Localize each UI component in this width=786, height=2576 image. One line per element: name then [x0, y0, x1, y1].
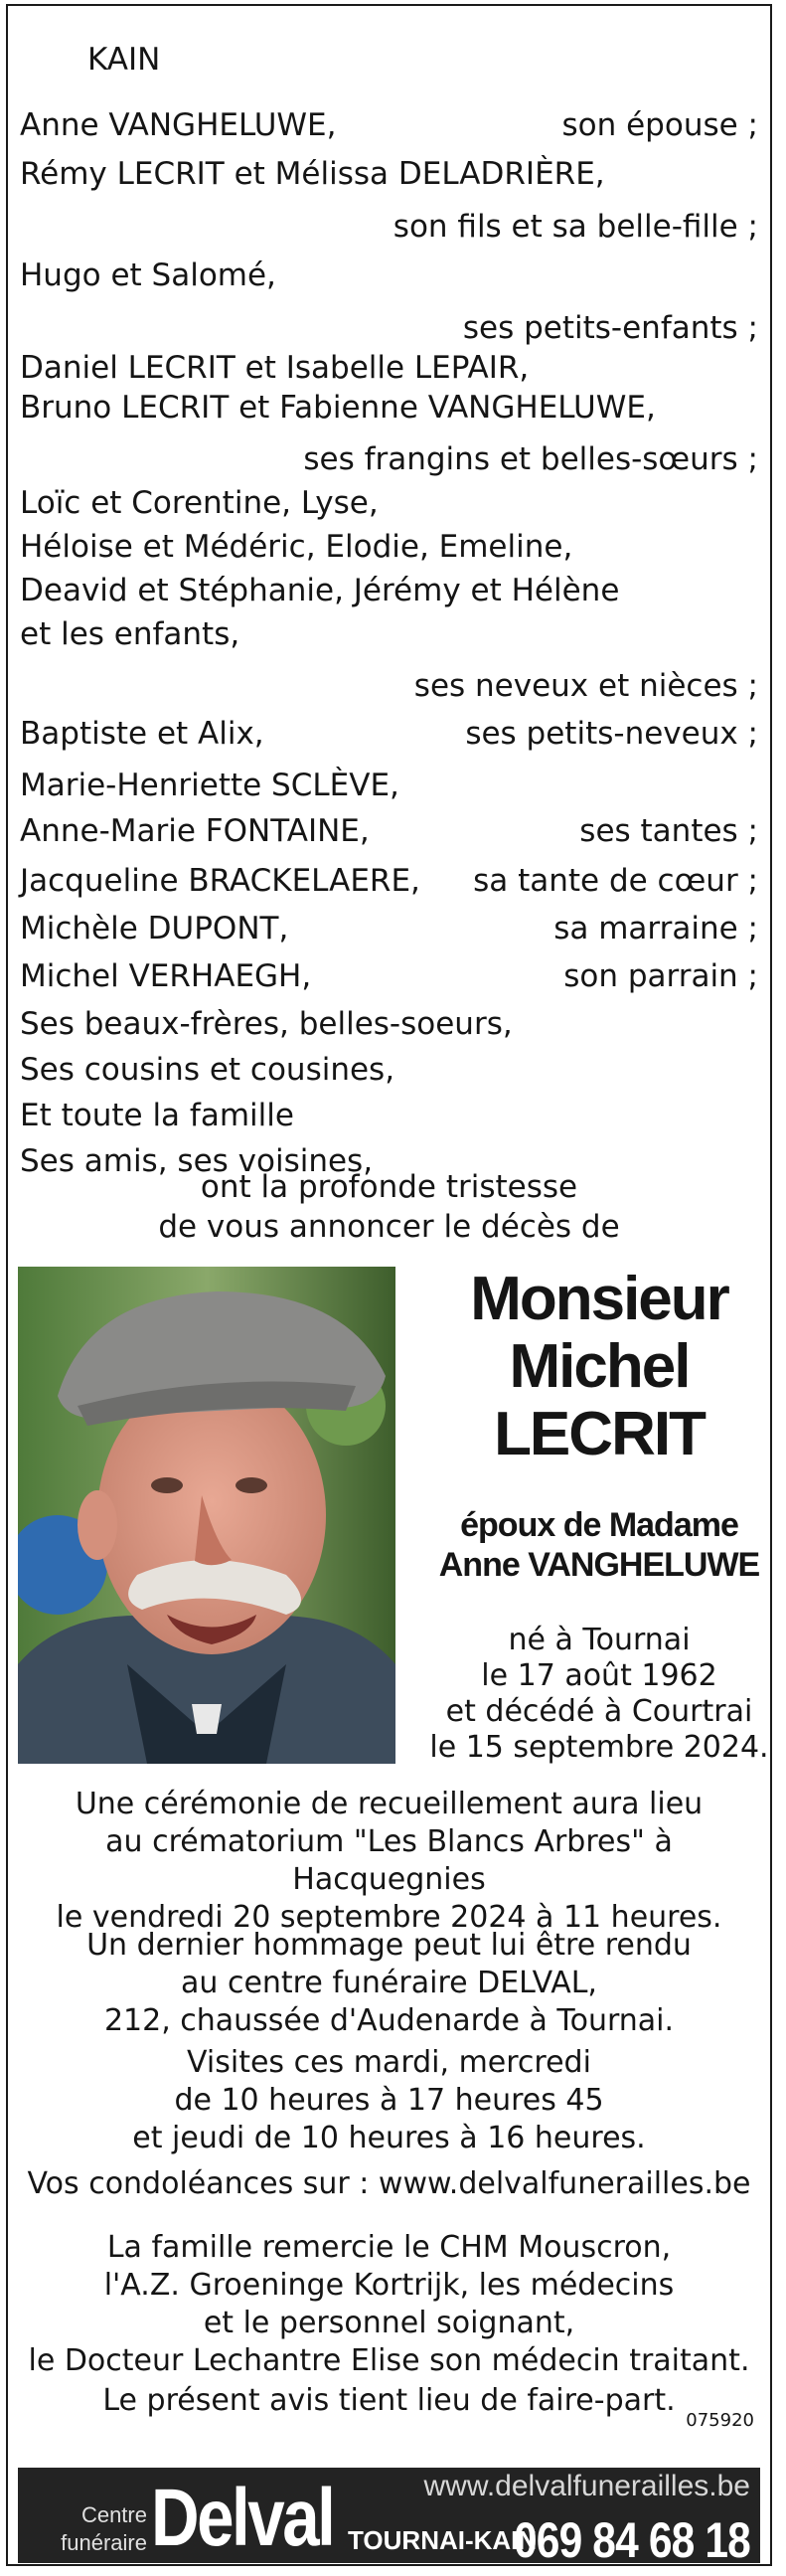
- family-relation: ses petits-neveux ;: [465, 716, 758, 752]
- ceremony-line: le vendredi 20 septembre 2024 à 11 heures.: [56, 1900, 722, 1935]
- family-member-names: Michel VERHAEGH,: [20, 958, 312, 994]
- family-member-names: Jacqueline BRACKELAERE,: [20, 863, 420, 899]
- deceased-title: Monsieur: [470, 1265, 728, 1333]
- reference-number: 075920: [686, 2410, 754, 2431]
- condolences-line: Vos condoléances sur : www.delvalfunerailles.be: [27, 2166, 751, 2201]
- family-member-names: Hugo et Salomé,: [20, 258, 276, 293]
- homage-line: au centre funéraire DELVAL,: [181, 1966, 597, 2000]
- thanks-info: [20, 2229, 758, 2380]
- family-member-names: Ses cousins et cousines,: [20, 1052, 395, 1088]
- website-link[interactable]: www.delvalfunerailles.be: [423, 2470, 750, 2502]
- family-member-names: Loïc et Corentine, Lyse,: [20, 485, 379, 521]
- brand-logo-text: Delval: [151, 2473, 334, 2563]
- ceremony-line: Une cérémonie de recueillement aura lieu: [75, 1787, 704, 1821]
- family-member-names: Bruno LECRIT et Fabienne VANGHELUWE,: [20, 390, 656, 426]
- family-member-names: Baptiste et Alix,: [20, 716, 264, 752]
- family-member-names: Deavid et Stéphanie, Jérémy et Hélène: [20, 573, 620, 608]
- family-member-names: Ses beaux-frères, belles-soeurs,: [20, 1006, 513, 1042]
- birth-death-line: né à Tournai: [508, 1623, 691, 1657]
- family-member-names: Ses amis, ses voisines,: [20, 1143, 374, 1179]
- family-relation: son épouse ;: [561, 107, 758, 143]
- ceremony-info: [20, 1786, 758, 1937]
- family-relation: ses petits-enfants ;: [462, 310, 758, 346]
- family-member-names: Héloise et Médéric, Elodie, Emeline,: [20, 529, 573, 565]
- spouse-line: Anne VANGHELUWE: [438, 1546, 760, 1584]
- centre-funeraire-label: Centre funéraire: [61, 2502, 147, 2555]
- thanks-line: et le personnel soignant,: [203, 2306, 575, 2340]
- notice-line: Le présent avis tient lieu de faire-part.: [102, 2383, 676, 2418]
- birth-death-line: le 15 septembre 2024.: [429, 1730, 769, 1765]
- visits-info: [20, 2044, 758, 2157]
- visits-line: Visites ces mardi, mercredi: [187, 2045, 591, 2080]
- family-relation: son parrain ;: [563, 958, 758, 994]
- thanks-line: La famille remercie le CHM Mouscron,: [106, 2230, 672, 2265]
- thanks-line: le Docteur Lechantre Elise son médecin traitant.: [28, 2343, 750, 2378]
- family-member-names: Marie-Henriette SCLÈVE,: [20, 768, 399, 803]
- spouse-line: époux de Madame: [460, 1506, 738, 1544]
- family-member-names: Anne VANGHELUWE,: [20, 107, 337, 143]
- family-member-names: Anne-Marie FONTAINE,: [20, 813, 370, 849]
- family-relation: ses frangins et belles-sœurs ;: [303, 441, 758, 477]
- city-label: KAIN: [87, 42, 161, 78]
- family-relation: sa marraine ;: [553, 911, 758, 946]
- family-member-names: Et toute la famille: [20, 1098, 294, 1133]
- family-relation: ses neveux et nièces ;: [413, 668, 758, 704]
- family-member-names: Daniel LECRIT et Isabelle LEPAIR,: [20, 350, 530, 386]
- spouse-info: [415, 1505, 783, 1585]
- birth-death-line: et décédé à Courtrai: [445, 1694, 753, 1729]
- announcement: [20, 1167, 758, 1247]
- ceremony-line: au crématorium "Les Blancs Arbres" à Hacquegnies: [105, 1824, 673, 1897]
- location-label: TOURNAI-KAIN: [348, 2525, 538, 2555]
- deceased-first-name: Michel: [509, 1332, 690, 1401]
- birth-death-line: le 17 août 1962: [481, 1658, 717, 1693]
- homage-info: [20, 1927, 758, 2040]
- family-relation: sa tante de cœur ;: [473, 863, 758, 899]
- family-member-names: Rémy LECRIT et Mélissa DELADRIÈRE,: [20, 156, 605, 192]
- visits-line: de 10 heures à 17 heures 45: [174, 2083, 604, 2118]
- deceased-last-name: LECRIT: [494, 1400, 705, 1468]
- funeral-home-banner: [18, 2468, 760, 2568]
- announce-line: de vous annoncer le décès de: [158, 1209, 620, 1245]
- deceased-photo: [18, 1267, 395, 1764]
- family-relation: ses tantes ;: [579, 813, 758, 849]
- thanks-line: l'A.Z. Groeninge Kortrijk, les médecins: [103, 2268, 675, 2303]
- announce-line: ont la profonde tristesse: [200, 1169, 578, 1205]
- family-member-names: et les enfants,: [20, 616, 240, 652]
- portrait-image: [18, 1267, 395, 1764]
- phone-number[interactable]: 069 84 68 18: [514, 2512, 750, 2568]
- homage-line: 212, chaussée d'Audenarde à Tournai.: [103, 2003, 675, 2038]
- family-relation: son fils et sa belle-fille ;: [393, 209, 758, 245]
- family-member-names: Michèle DUPONT,: [20, 911, 289, 946]
- obituary-notice: [6, 4, 772, 2566]
- homage-line: Un dernier hommage peut lui être rendu: [86, 1928, 692, 1963]
- visits-line: et jeudi de 10 heures à 16 heures.: [132, 2121, 646, 2155]
- birth-death-info: [415, 1623, 783, 1766]
